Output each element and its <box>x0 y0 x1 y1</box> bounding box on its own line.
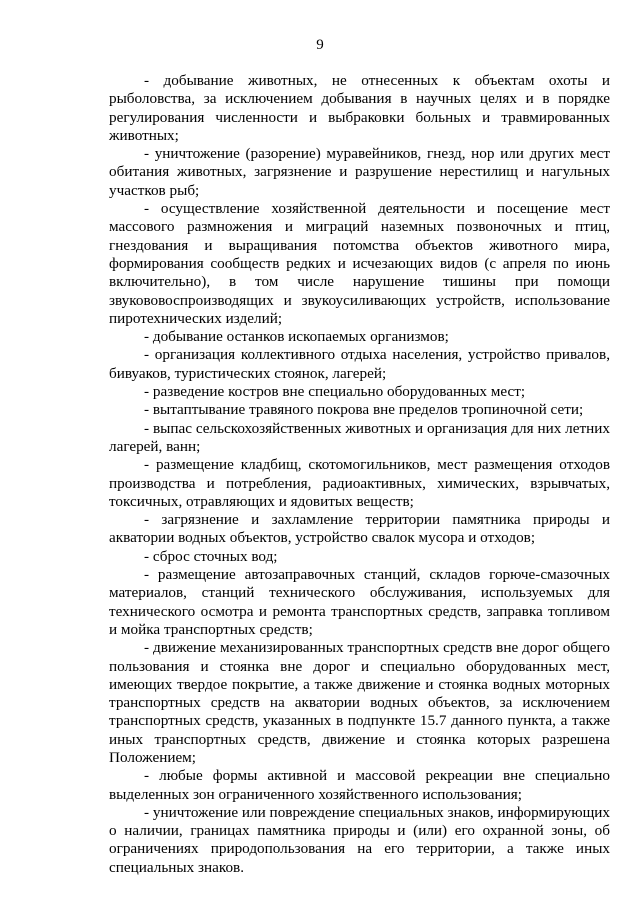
list-item: - выпас сельскохозяйственных животных и организация для них летних лагерей, ванн; <box>109 419 610 455</box>
list-item: - добывание животных, не отнесенных к объектам охоты и рыболовства, за исключением добывания в научных целях и в порядке регулирования численности и выбраковки больных и травмированных животных; <box>109 72 610 144</box>
list-item: - размещение кладбищ, скотомогильников, мест размещения отходов производства и потребления, радиоактивных, химических, взрывчатых, токсичных, отравляющих и ядовитых веществ; <box>109 456 610 510</box>
list-item: - организация коллективного отдыха населения, устройство привалов, бивуаков, туристических стоянок, лагерей; <box>109 346 610 382</box>
list-item: - движение механизированных транспортных средств вне дорог общего пользования и стоянка вне дорог и специально оборудованных мест, имеющих твердое покрытие, а также движение и стоянка водных моторных транспортных средств на акватории водных объектов, за исключением транспортных средств, указанных в подпункте 15.7 данного пункта, а также иных транспортных средств, движение и стоянка которых разрешена Положением; <box>109 639 610 766</box>
list-item: - уничтожение или повреждение специальных знаков, информирующих о наличии, границах памятника природы и (или) его охранной зоны, об ограничениях природопользования на его территории, а также иных специальных знаков. <box>109 803 610 876</box>
list-item: - сброс сточных вод; <box>144 547 278 565</box>
page-number: 9 <box>316 37 324 53</box>
list-item: - размещение автозаправочных станций, складов горюче-смазочных материалов, станций технического обслуживания, используемых для технического осмотра и ремонта транспортных средств, заправка топливом и мойка транспортных средств; <box>109 566 610 638</box>
document-body <box>109 72 610 877</box>
list-item: - вытаптывание травяного покрова вне пределов тропиночной сети; <box>144 401 584 419</box>
list-item: - разведение костров вне специально оборудованных мест; <box>144 383 526 401</box>
list-item: - осуществление хозяйственной деятельности и посещение мест массового размножения и миграций наземных позвоночных и птиц, гнездования и выращивания потомства объектов животного мира, формирования сообществ редких и исчезающих видов (с апреля по июнь включительно), в том числе нарушение тишины при помощи звукововоспроизводящих и звукоусиливающих устройств, использование пиротехнических изделий; <box>109 200 610 327</box>
list-item: - уничтожение (разорение) муравейников, гнезд, нор или других мест обитания животных, загрязнение и разрушение нерестилищ и нагульных участков рыб; <box>109 145 610 199</box>
list-item: - загрязнение и захламление территории памятника природы и акватории водных объектов, устройство свалок мусора и отходов; <box>109 511 610 547</box>
list-item: - любые формы активной и массовой рекреации вне специально выделенных зон ограниченного хозяйственного использования; <box>109 767 610 803</box>
list-item: - добывание останков ископаемых организмов; <box>144 328 449 346</box>
